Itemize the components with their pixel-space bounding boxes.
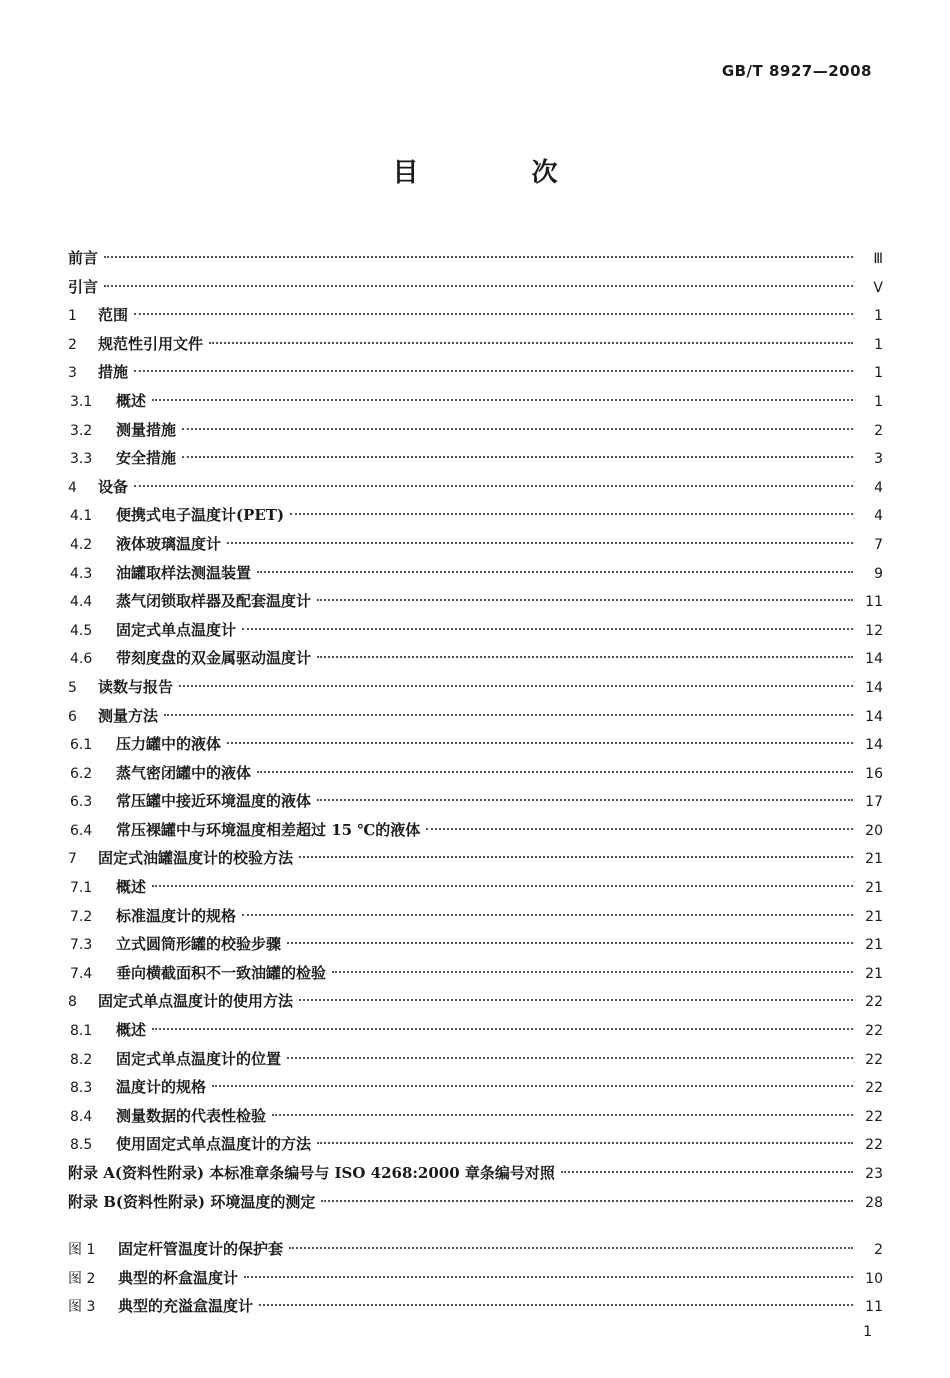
dot-leader	[290, 513, 853, 515]
entry-number: 4.6	[70, 651, 93, 668]
dot-leader	[332, 971, 853, 973]
entry-page: 22	[865, 994, 883, 1011]
toc-entry[interactable]	[68, 702, 883, 731]
entry-number: 3.2	[70, 422, 93, 439]
entry-page: 22	[865, 1137, 883, 1154]
toc-entry[interactable]	[68, 902, 883, 931]
toc-entry[interactable]	[68, 673, 883, 702]
toc-entry[interactable]	[68, 530, 883, 559]
entry-title: 设备	[98, 477, 129, 496]
toc-entry[interactable]	[68, 501, 883, 530]
entry-number: 7.1	[70, 880, 93, 897]
toc-entry[interactable]	[68, 1016, 883, 1045]
entry-title: 常压裸罐中与环境温度相差超过 15 ℃的液体	[116, 820, 421, 839]
entry-title: 读数与报告	[98, 677, 174, 696]
entry-title: 油罐取样法测温装置	[116, 563, 252, 582]
entry-title: 范围	[98, 306, 129, 325]
page-title: 目 次	[392, 158, 610, 188]
dot-leader	[182, 428, 853, 430]
toc-entry[interactable]	[68, 1102, 883, 1131]
entry-number: 4.5	[70, 622, 93, 639]
dot-leader	[227, 742, 853, 744]
dot-leader	[257, 571, 853, 573]
toc-entry[interactable]	[68, 244, 883, 273]
entry-number: 7.2	[70, 908, 93, 925]
dot-leader	[561, 1171, 853, 1173]
entry-page: 20	[865, 822, 883, 839]
toc-entry[interactable]	[68, 444, 883, 473]
toc-entry[interactable]	[68, 616, 883, 645]
toc-entry[interactable]	[68, 587, 883, 616]
entry-number: 3.3	[70, 451, 93, 468]
dot-leader	[426, 828, 853, 830]
figure-entry[interactable]	[68, 1292, 883, 1321]
toc-entry[interactable]	[68, 759, 883, 788]
entry-page: 21	[865, 851, 883, 868]
toc-entry[interactable]	[68, 787, 883, 816]
toc-entry[interactable]	[68, 844, 883, 873]
entry-number: 7.3	[70, 937, 93, 954]
dot-leader	[321, 1200, 853, 1202]
entry-page: 14	[865, 708, 883, 725]
dot-leader	[182, 456, 853, 458]
entry-page: 1	[874, 308, 883, 325]
entry-page: 11	[865, 1299, 883, 1315]
dot-leader	[152, 399, 853, 401]
entry-page: 17	[865, 794, 883, 811]
entry-page: 16	[865, 765, 883, 782]
dot-leader	[299, 999, 853, 1001]
toc-entry[interactable]	[68, 1159, 883, 1188]
toc-entry[interactable]	[68, 473, 883, 502]
entry-page: 4	[874, 508, 883, 525]
entry-page: 1	[874, 365, 883, 382]
entry-number: 6.4	[70, 822, 93, 839]
table-of-contents	[68, 244, 883, 1216]
entry-page: 21	[865, 937, 883, 954]
entry-title: 规范性引用文件	[98, 334, 204, 353]
entry-number: 6.2	[70, 765, 93, 782]
toc-entry[interactable]	[68, 1188, 883, 1217]
entry-title: 液体玻璃温度计	[116, 534, 222, 553]
entry-number: 4.3	[70, 565, 93, 582]
entry-title: 测量措施	[116, 420, 177, 439]
entry-number: 8.5	[70, 1137, 93, 1154]
entry-number: 7.4	[70, 965, 93, 982]
entry-page: 23	[865, 1166, 883, 1182]
entry-page: 12	[865, 622, 883, 639]
entry-number: 4	[68, 479, 77, 496]
dot-leader	[289, 1247, 853, 1249]
dot-leader	[272, 1114, 853, 1116]
toc-entry[interactable]	[68, 559, 883, 588]
entry-number: 6.3	[70, 794, 93, 811]
entry-number: 3.1	[70, 393, 93, 410]
entry-title: 温度计的规格	[116, 1078, 207, 1097]
toc-entry[interactable]	[68, 330, 883, 359]
entry-title: 附录 B(资料性附录) 环境温度的测定	[68, 1192, 316, 1211]
dot-leader	[134, 370, 853, 372]
entry-number: 8.4	[70, 1108, 93, 1125]
entry-title: 安全措施	[116, 449, 177, 468]
toc-entry[interactable]	[68, 644, 883, 673]
entry-page: 1	[874, 336, 883, 353]
dot-leader	[244, 1276, 853, 1278]
toc-entry[interactable]	[68, 358, 883, 387]
dot-leader	[104, 285, 853, 287]
toc-entry[interactable]	[68, 1045, 883, 1074]
toc-entry[interactable]	[68, 387, 883, 416]
entry-page: 11	[865, 594, 883, 611]
toc-entry[interactable]	[68, 930, 883, 959]
entry-title: 测量方法	[98, 706, 159, 725]
entry-page: 21	[865, 908, 883, 925]
dot-leader	[212, 1085, 853, 1087]
toc-entry[interactable]	[68, 873, 883, 902]
entry-number: 6.1	[70, 737, 93, 754]
entry-title: 标准温度计的规格	[116, 906, 237, 925]
entry-title: 使用固定式单点温度计的方法	[116, 1135, 312, 1154]
dot-leader	[152, 1028, 853, 1030]
entry-number: 4.1	[70, 508, 93, 525]
entry-number: 8	[68, 994, 77, 1011]
entry-page: 21	[865, 880, 883, 897]
entry-number: 4.2	[70, 536, 93, 553]
entry-number: 图 3	[68, 1299, 96, 1315]
entry-page: 22	[865, 1051, 883, 1068]
entry-number: 图 2	[68, 1270, 96, 1287]
entry-title: 压力罐中的液体	[116, 735, 222, 754]
entry-title: 概述	[116, 1021, 147, 1040]
entry-page: Ⅴ	[873, 279, 883, 296]
entry-page: 7	[874, 536, 883, 553]
dot-leader	[104, 256, 853, 258]
entry-title: 固定式油罐温度计的校验方法	[98, 849, 294, 868]
entry-title: 便携式电子温度计(PET)	[116, 506, 285, 525]
dot-leader	[134, 485, 853, 487]
entry-title: 引言	[68, 277, 99, 296]
entry-title: 概述	[116, 391, 147, 410]
figure-entry[interactable]	[68, 1264, 883, 1293]
dot-leader	[317, 656, 853, 658]
dot-leader	[227, 542, 853, 544]
entry-number: 1	[68, 308, 77, 325]
entry-title: 附录 A(资料性附录) 本标准章条编号与 ISO 4268:2000 章条编号对照	[68, 1164, 555, 1182]
toc-entry[interactable]	[68, 1073, 883, 1102]
entry-title: 测量数据的代表性检验	[116, 1106, 267, 1125]
entry-page: Ⅲ	[873, 251, 883, 267]
entry-title: 措施	[98, 363, 129, 382]
dot-leader	[209, 342, 853, 344]
dot-leader	[287, 942, 853, 944]
entry-number: 图 1	[68, 1242, 96, 1258]
entry-page: 22	[865, 1108, 883, 1125]
dot-leader	[317, 1142, 853, 1144]
entry-title: 蒸气闭锁取样器及配套温度计	[116, 592, 312, 611]
dot-leader	[287, 1057, 853, 1059]
toc-entry[interactable]	[68, 987, 883, 1016]
entry-title: 概述	[116, 878, 147, 897]
toc-entry[interactable]	[68, 416, 883, 445]
entry-page: 10	[865, 1270, 883, 1287]
dot-leader	[299, 856, 853, 858]
toc-entry[interactable]	[68, 730, 883, 759]
dot-leader	[179, 685, 853, 687]
entry-page: 22	[865, 1023, 883, 1040]
dot-leader	[257, 771, 853, 773]
entry-page: 2	[874, 1242, 883, 1258]
dot-leader	[317, 599, 853, 601]
list-of-figures	[68, 1235, 883, 1321]
entry-title: 固定式单点温度计的位置	[116, 1049, 282, 1068]
entry-title: 前言	[68, 249, 99, 267]
entry-title: 垂向横截面积不一致油罐的检验	[116, 963, 327, 982]
entry-number: 5	[68, 679, 77, 696]
dot-leader	[164, 714, 853, 716]
toc-entry[interactable]	[68, 301, 883, 330]
toc-entry[interactable]	[68, 959, 883, 988]
dot-leader	[242, 628, 853, 630]
entry-page: 21	[865, 965, 883, 982]
entry-page: 14	[865, 651, 883, 668]
entry-number: 8.1	[70, 1023, 93, 1040]
dot-leader	[134, 313, 853, 315]
entry-number: 8.2	[70, 1051, 93, 1068]
entry-page: 3	[874, 451, 883, 468]
entry-title: 带刻度盘的双金属驱动温度计	[116, 649, 312, 668]
toc-entry[interactable]	[68, 1130, 883, 1159]
entry-number: 6	[68, 708, 77, 725]
entry-title: 常压罐中接近环境温度的液体	[116, 792, 312, 811]
entry-title: 固定式单点温度计	[116, 620, 237, 639]
entry-title: 固定式单点温度计的使用方法	[98, 992, 294, 1011]
entry-number: 7	[68, 851, 77, 868]
page-number: 1	[863, 1324, 872, 1340]
dot-leader	[242, 914, 853, 916]
entry-number: 4.4	[70, 594, 93, 611]
toc-entry[interactable]	[68, 816, 883, 845]
figure-entry[interactable]	[68, 1235, 883, 1264]
standard-code: GB/T 8927—2008	[721, 62, 872, 80]
entry-page: 14	[865, 737, 883, 754]
dot-leader	[259, 1304, 853, 1306]
entry-number: 2	[68, 336, 77, 353]
entry-page: 22	[865, 1080, 883, 1097]
entry-page: 14	[865, 679, 883, 696]
dot-leader	[317, 799, 853, 801]
entry-title: 固定杆管温度计的保护套	[118, 1240, 284, 1258]
entry-number: 8.3	[70, 1080, 93, 1097]
entry-title: 蒸气密闭罐中的液体	[116, 763, 252, 782]
entry-page: 28	[865, 1194, 883, 1211]
entry-number: 3	[68, 365, 77, 382]
entry-title: 立式圆筒形罐的校验步骤	[116, 935, 282, 954]
entry-title: 典型的充溢盒温度计	[118, 1297, 254, 1315]
entry-page: 1	[874, 393, 883, 410]
dot-leader	[152, 885, 853, 887]
toc-entry[interactable]	[68, 273, 883, 302]
entry-page: 2	[874, 422, 883, 439]
entry-page: 4	[874, 479, 883, 496]
entry-page: 9	[874, 565, 883, 582]
entry-title: 典型的杯盒温度计	[118, 1268, 239, 1287]
